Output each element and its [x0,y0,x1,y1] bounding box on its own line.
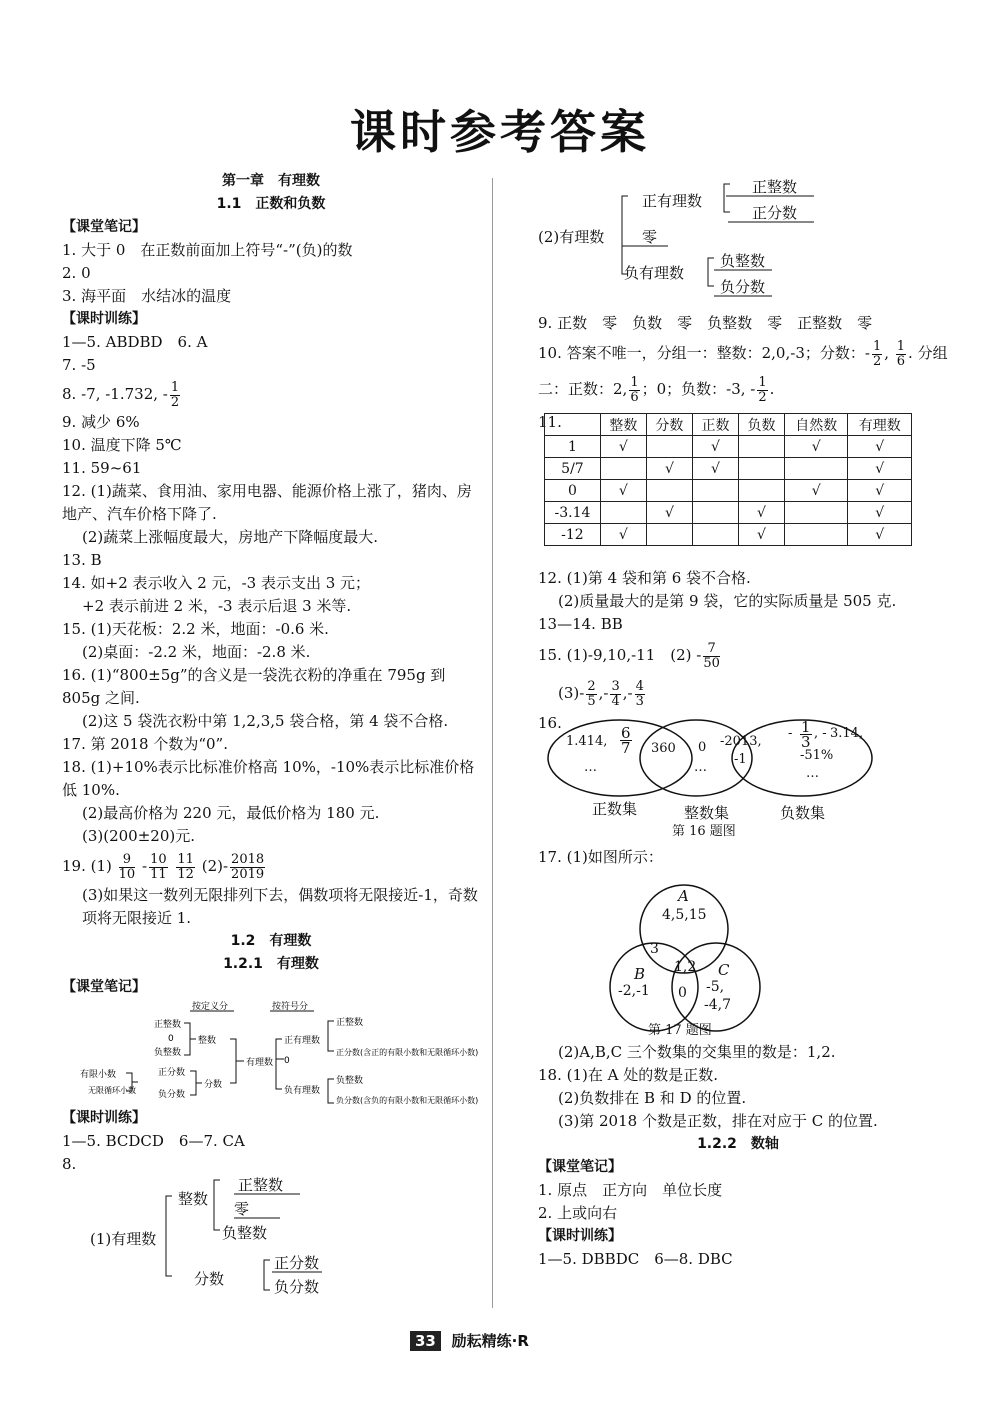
training-label: 【课时训练】 [62,1110,146,1126]
venn-set-label: 负数集 [780,804,826,822]
answer-line: (3)如果这一数列无限排列下去，偶数项将无限接近-1，奇数项将无限接近 1. [82,886,478,927]
venn-value: 3.14, [830,726,864,741]
venn-set-label: 正数集 [592,800,638,818]
diag-label: 有理数 [246,1058,274,1068]
answer-line: 3. 海平面 水结冰的温度 [62,287,232,305]
training-label: 【课时训练】 [538,1228,622,1244]
diag-label: 按定义分 [192,1002,229,1012]
tree-label: 正整数 [238,1176,284,1194]
answer-line: 1—5. DBBDC 6—8. DBC [538,1250,733,1268]
table-cell [646,524,692,546]
table-cell [785,524,848,546]
tree-label: (1)有理数 [90,1230,157,1248]
answer-line: (2)蔬菜上涨幅度最大，房地产下降幅度最大. [82,528,379,546]
answer-line: 13. B [62,551,102,569]
diag-label: 有限小数 [80,1070,117,1080]
answer-line: (2)这 5 袋洗衣粉中第 1,2,3,5 袋合格，第 4 袋不合格. [82,712,449,730]
answer-line: (2)质量最大的是第 9 袋，它的实际质量是 505 克. [558,592,897,610]
answer-line: 8. -7, -1.732, - $\frac{1}{2}$ [62,379,180,410]
venn-value: 0 [678,985,687,1001]
answer-line: 12. (1)蔬菜、食用油、家用电器、能源价格上涨了，猪肉、房地产、汽车价格下降了. [62,482,472,523]
tree-label: 分数 [194,1270,225,1288]
tree-label: 零 [642,228,658,246]
table-header: 自然数 [785,414,848,436]
table-cell: √ [785,480,848,502]
tree-label: 正分数 [274,1254,320,1272]
table-cell [785,458,848,480]
answer-line: 11. 59~61 [62,459,142,477]
classification-table [544,413,912,546]
table-cell [738,480,784,502]
diag-label: 正整数 [154,1020,182,1030]
venn-value: 3 [650,941,659,957]
answer-line: 二：正数：2, $\frac{1}{6}$ ；0；负数：-3, - $\frac{1}{2}$ . [538,374,775,405]
venn-value: -4,7 [704,997,731,1013]
answer-line: 10. 答案不唯一，分组一：整数：2,0,-3；分数：- $\frac{1}{2}$ , $\frac{1}{6}$ . 分组 [538,338,948,369]
page-title: 课时参考答案 [350,105,650,159]
table-cell: √ [848,524,912,546]
table-cell: √ [600,524,646,546]
venn-value: 1,2 [674,959,697,975]
table-cell: √ [646,458,692,480]
table-cell [738,458,784,480]
tree-label: 负整数 [720,252,766,270]
tree-label: 整数 [178,1190,209,1208]
table-cell: √ [600,436,646,458]
diag-label: 负分数 [158,1090,186,1100]
section-heading: 1.2 有理数 [230,933,312,949]
answer-line: (3)第 2018 个数是正数，排在对应于 C 的位置. [558,1112,878,1130]
diag-label: 负整数 [336,1076,364,1086]
table-cell: 0 [545,480,601,502]
venn-set-label: A [678,887,689,905]
notes-label: 【课堂笔记】 [62,979,146,995]
answer-line: +2 表示前进 2 米，-3 表示后退 3 米等. [82,597,352,615]
table-cell [600,502,646,524]
diag-label: 无限循环小数 [88,1086,136,1095]
answer-line: 9. 正数 零 负数 零 负整数 零 正整数 零 [538,314,873,332]
venn16-ellipses [538,712,938,842]
answer-line: (3)- $\frac{2}{5}$ ,- $\frac{3}{4}$ ,- $\frac{4}{3}$ [558,678,644,709]
chapter-heading: 第一章 有理数 [222,173,320,189]
answer-line: 19. (1) $\frac{9}{10}$ - $\frac{10}{11}$ $\frac{11}{12}$ (2)- $\frac{2018}{2019}$ [62,851,265,882]
answer-line: 17. 第 2018 个数为“0”. [62,735,228,753]
diag-label: 0 [168,1034,174,1044]
venn17-circles [538,869,938,1037]
table-cell [738,436,784,458]
answer-line: (2)A,B,C 三个数集的交集里的数是：1,2. [558,1043,836,1061]
classification-diagram [62,999,480,1107]
table-cell: √ [848,436,912,458]
diag-label: 正分数(含正的有限小数和无限循环小数) [336,1048,479,1057]
answer-line: 17. (1)如图所示： [538,848,663,866]
notes-label: 【课堂笔记】 [538,1159,622,1175]
table-cell: √ [848,502,912,524]
table-header: 整数 [600,414,646,436]
answer-line: 1—5. ABDBD 6. A [62,333,208,351]
tree-label: 负分数 [720,278,766,296]
answer-line: 16. (1)“800±5g”的含义是一袋洗衣粉的净重在 795g 到 805g 之间. [62,666,446,707]
table-cell: √ [738,502,784,524]
venn-value: … [694,760,707,775]
answer-line: (3)(200±20)元. [82,827,196,845]
tree-label: 负有理数 [624,264,685,282]
training-label: 【课时训练】 [62,311,146,327]
answer-line: 7. -5 [62,356,96,374]
diag-label: 正分数 [158,1068,186,1078]
diag-label: 0 [284,1056,290,1066]
table-header [545,414,601,436]
table-cell: -3.14 [545,502,601,524]
answer-line: 14. 如+2 表示收入 2 元，-3 表示支出 3 元； [62,574,371,592]
answer-line: 16. [538,714,562,732]
table-cell: √ [785,436,848,458]
answer-line: 9. 减少 6% [62,413,140,431]
venn-value: … [806,766,819,781]
tree-label: 负整数 [222,1224,268,1242]
brand-name: 励耘精练·R [451,1332,529,1350]
answer-line: 2. 0 [62,264,91,282]
answer-line: 18. (1)+10%表示比标准价格高 10%，-10%表示比标准价格低 10%. [62,758,475,799]
answer-line: (2)负数排在 B 和 D 的位置. [558,1089,747,1107]
answer-line: 2. 上或向右 [538,1204,618,1222]
diag-label: 整数 [198,1036,217,1046]
answer-line: 8. [62,1155,77,1173]
venn-value: 1.414, [566,734,608,749]
table-cell: √ [646,502,692,524]
venn-value: -2,-1 [618,983,650,999]
notes-label: 【课堂笔记】 [62,219,146,235]
venn-value: -5, [706,979,725,995]
figure-caption: 第 16 题图 [672,824,736,839]
right-column [538,170,948,1271]
venn-value: -2013, [720,734,762,749]
venn-value: 0 [698,740,707,755]
venn-value: … [584,760,597,775]
subsection-heading: 1.2.1 有理数 [223,956,319,972]
venn-value: 360 [651,741,676,756]
answer-line: 15. (1)天花板：2.2 米，地面：-0.6 米. [62,620,329,638]
table-cell: √ [848,480,912,502]
venn-17 [538,869,938,1037]
table-header: 负数 [738,414,784,436]
answer-line: 15. (1)-9,10,-11 (2) - $\frac{7}{50}$ [538,640,720,671]
diag-label: 正整数 [336,1018,364,1028]
venn-value: -51% [800,748,834,763]
answer-line: 1. 大于 0 在正数前面加上符号“-”(负)的数 [62,241,353,259]
page-number: 33 [410,1331,441,1351]
column-divider [492,178,493,1308]
fraction: $\frac{1}{2}$ [170,379,180,410]
page-footer [410,1330,529,1351]
table-cell [785,502,848,524]
venn-set-label: B [634,965,646,983]
diag-label: 分数 [204,1080,223,1090]
table-cell: 1 [545,436,601,458]
fraction: $\frac{1}{3}$ [801,718,811,751]
figure-caption: 第 17 题图 [648,1023,712,1038]
venn-set-label: C [718,961,730,979]
venn-16: 16. 1.414, $\frac{6}{7}$ … 360 0 … -2013, -1 - $\frac{1}{3}$ , - 3.14, -51% … 正数集 整数集 负数集 第 16 题图 [538,712,938,842]
table-row [545,502,912,524]
fraction: $\frac{6}{7}$ [621,724,631,757]
answer-line: 1. 原点 正方向 单位长度 [538,1181,723,1199]
table-cell: √ [848,458,912,480]
diag-label: 负整数 [154,1048,182,1058]
answer-line: 11. [538,413,562,431]
answer-line: (2)桌面：-2.2 米，地面：-2.8 米. [82,643,311,661]
table-cell [692,502,738,524]
table-row [545,458,912,480]
table-cell: √ [692,458,738,480]
section-heading: 1.1 正数和负数 [216,196,326,212]
table-cell [600,458,646,480]
venn-value: 4,5,15 [662,907,707,923]
answer-line: 12. (1)第 4 袋和第 6 袋不合格. [538,569,751,587]
table-cell: -12 [545,524,601,546]
subsection-heading: 1.2.2 数轴 [697,1136,779,1152]
diag-label: 负分数(含负的有限小数和无限循环小数) [336,1096,479,1105]
table-cell [692,480,738,502]
answer-line: 1—5. BCDCD 6—7. CA [62,1132,245,1150]
table-header: 有理数 [848,414,912,436]
tree-label: 正有理数 [642,192,703,210]
answer-line: (2)最高价格为 220 元，最低价格为 180 元. [82,804,380,822]
table-cell: √ [738,524,784,546]
table-header: 分数 [646,414,692,436]
answer-line: 13—14. BB [538,615,623,633]
q11-block [538,411,938,567]
tree-label: 负分数 [274,1278,320,1296]
venn-value: -1 [734,752,747,767]
tree-label: 零 [234,1200,250,1218]
diag-label: 按符号分 [272,1002,309,1012]
venn-set-label: 整数集 [684,804,730,822]
tree-label: 正整数 [752,178,798,196]
answer-line: 18. (1)在 A 处的数是正数. [538,1066,719,1084]
table-header: 正数 [692,414,738,436]
table-row [545,524,912,546]
tree-label: 正分数 [752,204,798,222]
table-cell: √ [600,480,646,502]
table-cell [646,436,692,458]
table-row [545,480,912,502]
q8-tree [62,1176,480,1296]
diag-label: 负有理数 [284,1086,321,1096]
answer-line: 10. 温度下降 5℃ [62,436,182,454]
table-cell: 5/7 [545,458,601,480]
table-cell: √ [692,436,738,458]
diag-label: 正有理数 [284,1036,321,1046]
table-cell [646,480,692,502]
q8b-tree [538,170,938,298]
tree-label: (2)有理数 [538,228,605,246]
table-cell [692,524,738,546]
table-row [545,436,912,458]
left-column [62,170,480,1296]
